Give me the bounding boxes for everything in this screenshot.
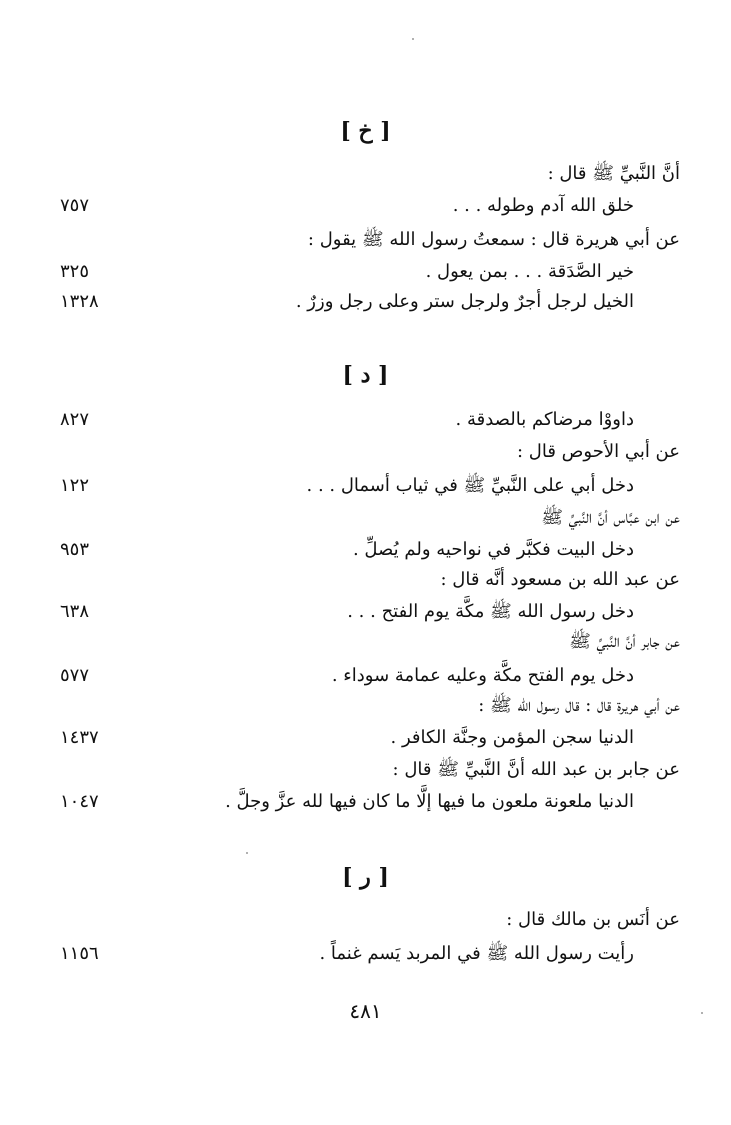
hadith-text: الخيل لرجل أجرٌ ولرجل ستر وعلى رجل وزرٌ . <box>295 291 634 312</box>
scan-speck <box>246 852 248 854</box>
hadith-line <box>60 190 680 222</box>
narrator-text: عن أبي هريرة قال : سمعتُ رسول الله ﷺ يقول : <box>307 229 680 250</box>
narrator-text: عن أنَس بن مالك قال : <box>506 909 680 930</box>
narrator-text: عن جابر أنَّ النَّبيِّ ﷺ <box>569 631 680 652</box>
hadith-number: ٥٧٧ <box>60 665 90 686</box>
scan-speck <box>701 1012 703 1014</box>
hadith-number: ١٣٢٨ <box>60 291 99 312</box>
hadith-number: ٦٣٨ <box>60 601 90 622</box>
section-heading-ra: [ ر ] <box>342 864 389 890</box>
hadith-text: الدنيا ملعونة ملعون ما فيها إلَّا ما كان فيها لله عزَّ وجلَّ . <box>225 791 634 812</box>
hadith-number: ٧٥٧ <box>60 195 90 216</box>
narrator-line <box>60 564 680 596</box>
hadith-text: دخل أبي على النَّبيِّ ﷺ في ثياب أسمال . . . <box>306 475 634 496</box>
narrator-line <box>60 754 680 786</box>
hadith-line <box>60 404 680 436</box>
hadith-text: خلق الله آدم وطوله . . . <box>452 195 634 216</box>
hadith-text: دخل يوم الفتح مكَّة وعليه عمامة سوداء . <box>331 665 634 686</box>
hadith-text: دخل رسول الله ﷺ مكَّة يوم الفتح . . . <box>347 601 634 622</box>
hadith-number: ٩٥٣ <box>60 539 90 560</box>
section-heading-kha: [ خ ] <box>340 118 391 144</box>
hadith-text: خير الصَّدَقة . . . بمن يعول . <box>425 261 634 282</box>
hadith-number: ١١٥٦ <box>60 943 99 964</box>
narrator-line <box>60 436 680 468</box>
narrator-line <box>60 158 680 190</box>
narrator-line <box>60 904 680 936</box>
narrator-line <box>60 690 680 722</box>
hadith-line <box>60 660 680 692</box>
hadith-number: ٨٢٧ <box>60 409 90 430</box>
hadith-line <box>60 256 680 288</box>
hadith-number: ٣٢٥ <box>60 261 90 282</box>
hadith-line <box>60 938 680 970</box>
hadith-number: ١٤٣٧ <box>60 727 99 748</box>
page-number: ٤٨١ <box>349 999 382 1023</box>
narrator-text: عن جابر بن عبد الله أنَّ النَّبيِّ ﷺ قال : <box>392 759 680 780</box>
hadith-line <box>60 286 680 318</box>
narrator-text: عن عبد الله بن مسعود أنَّه قال : <box>440 569 680 590</box>
hadith-line <box>60 722 680 754</box>
narrator-text: عن أبي الأحوص قال : <box>516 441 680 462</box>
hadith-text: رأيت رسول الله ﷺ في المربد يَسم غنماً . <box>319 943 634 964</box>
hadith-text: داووْا مرضاكم بالصدقة . <box>455 409 634 430</box>
narrator-text: عن ابن عبَّاس أنَّ النَّبيِّ ﷺ <box>541 507 680 528</box>
hadith-line <box>60 534 680 566</box>
hadith-line <box>60 786 680 818</box>
hadith-line <box>60 596 680 628</box>
hadith-number: ١٠٤٧ <box>60 791 99 812</box>
hadith-line <box>60 470 680 502</box>
hadith-text: الدنيا سجن المؤمن وجنَّة الكافر . <box>390 727 634 748</box>
section-heading-dal: [ د ] <box>342 362 389 388</box>
hadith-text: دخل البيت فكبَّر في نواحيه ولم يُصلِّ . <box>352 539 634 560</box>
narrator-line <box>60 224 680 256</box>
narrator-text: أنَّ النَّبيِّ ﷺ قال : <box>547 163 680 184</box>
hadith-number: ١٢٢ <box>60 475 90 496</box>
narrator-text: عن أبي هريرة قال : قال رسول الله ﷺ : <box>478 695 680 716</box>
narrator-line <box>60 502 680 534</box>
scan-speck <box>412 38 414 40</box>
narrator-line <box>60 626 680 658</box>
